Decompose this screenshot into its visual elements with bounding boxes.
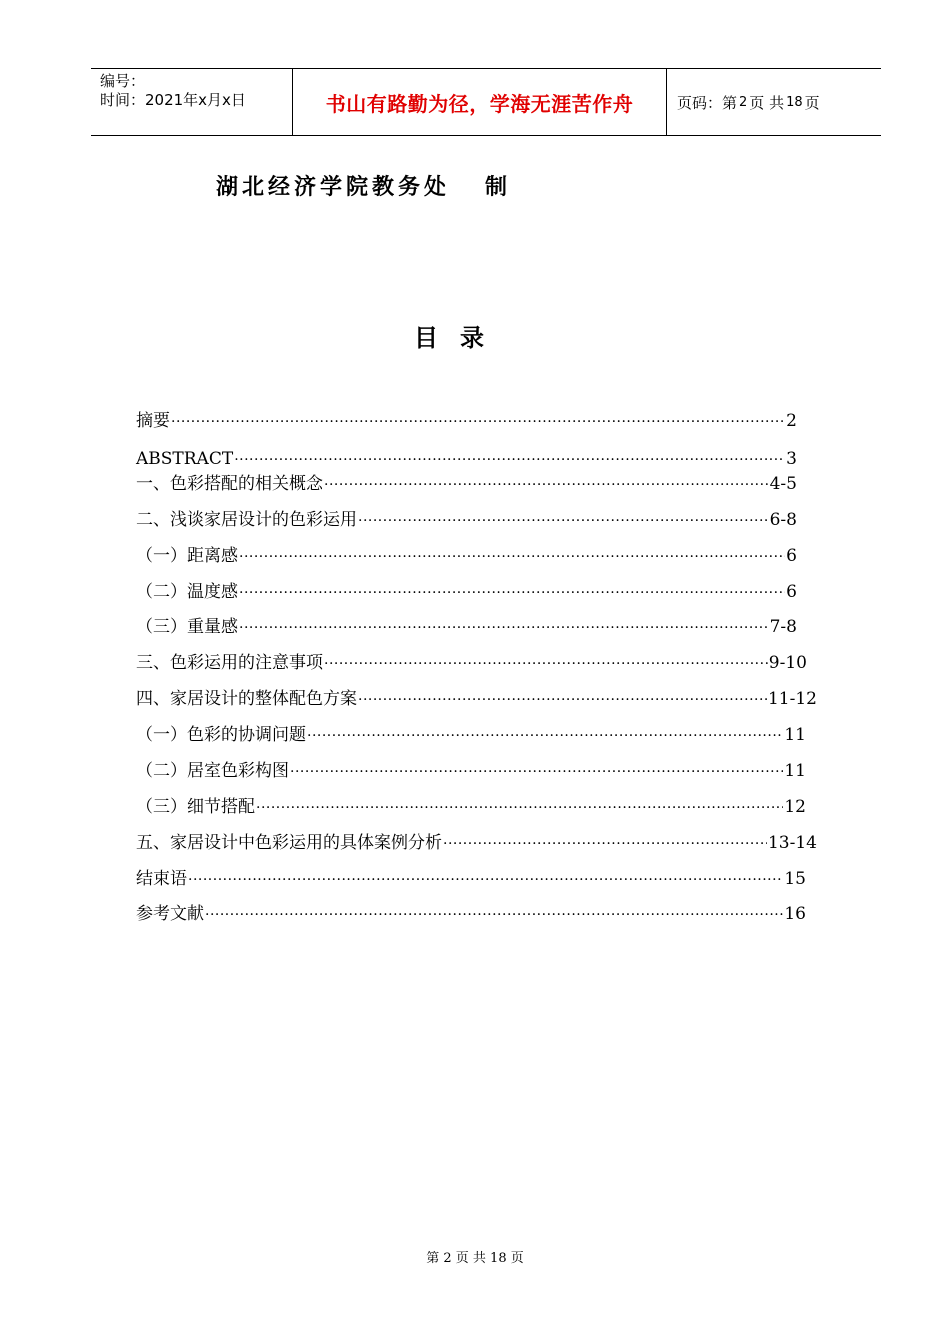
toc-entry-title: 四、家居设计的整体配色方案 — [136, 689, 357, 709]
toc-entry-title: 五、家居设计中色彩运用的具体案例分析 — [136, 833, 442, 853]
toc-leader-dots — [171, 412, 785, 432]
toc-entry-page: 11 — [784, 725, 806, 745]
toc-entry — [136, 830, 817, 854]
toc-leader-dots — [256, 798, 783, 818]
toc-entry — [136, 722, 806, 746]
toc-entry — [136, 901, 806, 925]
toc-entry — [136, 614, 797, 638]
toc-entry-title: （二）温度感 — [136, 582, 238, 602]
toc-entry — [136, 866, 806, 890]
toc-leader-dots — [239, 618, 769, 638]
toc-entry — [136, 507, 797, 531]
toc-entry-page: 2 — [786, 411, 797, 431]
toc-title: 目录 — [414, 324, 506, 352]
toc-entry-title: 三、色彩运用的注意事项 — [136, 653, 323, 673]
toc-leader-dots — [324, 654, 768, 674]
toc-entry — [136, 650, 807, 674]
toc-entry — [136, 446, 797, 470]
toc-entry-title: 参考文献 — [136, 904, 204, 924]
toc-leader-dots — [307, 726, 783, 746]
toc-entry-page: 11-12 — [767, 689, 817, 709]
toc-leader-dots — [188, 870, 783, 890]
header-page-cell — [667, 69, 881, 135]
header-motto: 书山有路勤为径，学海无涯苦作舟 — [325, 91, 634, 116]
toc-entry — [136, 408, 797, 432]
toc-entry-page: 11 — [784, 761, 806, 781]
toc-entry-page: 16 — [784, 904, 806, 924]
page-header — [91, 68, 881, 136]
toc-leader-dots — [239, 583, 785, 603]
page-footer: 第 2 页 共 18 页 — [426, 1251, 524, 1266]
toc-entry — [136, 579, 797, 603]
toc-leader-dots — [290, 762, 783, 782]
toc-entry-page: 6 — [786, 582, 797, 602]
page-label: 页码：第 — [677, 93, 738, 112]
toc-entry-page: 3 — [786, 449, 797, 469]
toc-entry-title: ABSTRACT — [136, 449, 234, 469]
toc-entry-title: （三）重量感 — [136, 617, 238, 637]
toc-entry-page: 13-14 — [767, 833, 817, 853]
organization-line: 湖北经济学院教务处 制 — [216, 174, 511, 200]
toc-leader-dots — [234, 450, 785, 470]
toc-entry — [136, 543, 797, 567]
toc-entry-title: （三）细节搭配 — [136, 797, 255, 817]
toc-leader-dots — [358, 690, 767, 710]
toc-entry — [136, 686, 817, 710]
toc-leader-dots — [239, 547, 785, 567]
page-total: 18 — [786, 94, 803, 110]
toc-entry-title: 摘要 — [136, 411, 170, 431]
toc-leader-dots — [443, 834, 767, 854]
header-meta-cell — [91, 69, 293, 135]
toc-entry-page: 15 — [784, 869, 806, 889]
toc-entry — [136, 471, 797, 495]
toc-entry-page: 6-8 — [769, 510, 797, 530]
toc-entry-title: （一）距离感 — [136, 546, 238, 566]
toc-entry — [136, 794, 806, 818]
page-end-label: 页 — [804, 93, 820, 112]
document-number-label: 编号： — [100, 72, 146, 90]
toc-entry-title: （二）居室色彩构图 — [136, 761, 289, 781]
toc-entry-title: 二、浅谈家居设计的色彩运用 — [136, 510, 357, 530]
toc-leader-dots — [324, 475, 769, 495]
page-mid-label: 页 共 — [749, 93, 785, 112]
toc-leader-dots — [358, 511, 769, 531]
toc-leader-dots — [205, 905, 783, 925]
toc-entry-title: 结束语 — [136, 869, 187, 889]
page-current: 2 — [739, 94, 748, 110]
document-time-label: 时间：2021年x月x日 — [100, 91, 246, 109]
toc-entry-title: 一、色彩搭配的相关概念 — [136, 474, 323, 494]
toc-entry-page: 12 — [784, 797, 806, 817]
toc-entry-page: 4-5 — [769, 474, 797, 494]
toc-entry-title: （一）色彩的协调问题 — [136, 725, 306, 745]
toc-entry-page: 6 — [786, 546, 797, 566]
header-motto-cell — [293, 69, 667, 135]
toc-entry — [136, 758, 806, 782]
toc-entry-page: 7-8 — [769, 617, 797, 637]
toc-entry-page: 9-10 — [768, 653, 807, 673]
